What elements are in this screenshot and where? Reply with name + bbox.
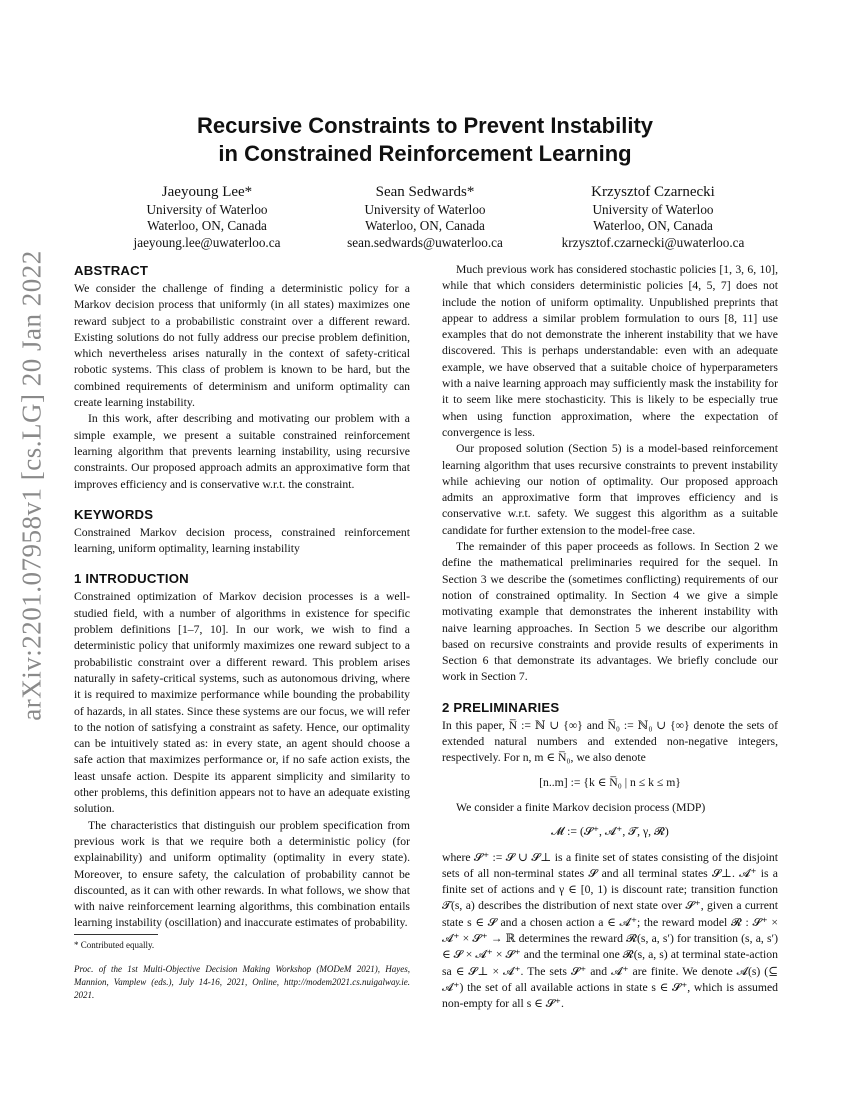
intro-paragraph: Our proposed solution (Section 5) is a model-based reinforcement learning algorithm that uses recursive constraints to prevent instability while achieving our notion of optimality. Our proposed approach admits an approximative form that improves efficiency and is conservative w.r.t. safety. We suggest this algorithm as a suitable candidate for further extension to the model-free case. — [442, 442, 778, 537]
abstract-paragraph: In this work, after describing and motivating our problem with a simple example, we present a suitable constrained reinforcement learning algorithm that prevents learning instability, using recursive constraints. Our proposed approach admits an approximative form that improves efficiency and is conservative w.r.t. the constraint. — [74, 412, 410, 491]
paper-title — [0, 112, 850, 168]
introduction-heading: 1 INTRODUCTION — [74, 571, 189, 587]
author-3 — [533, 182, 773, 251]
intro-paragraph: Much previous work has considered stochastic policies [1, 3, 6, 10], while that which considers deterministic policies [4, 5, 7] does not include the notion of uniform optimality. Unpublished preprints that appear to address a similar problem formulation to ours [8, 11] use examples that do not demonstrate the inherent instability that we have discovered. This is perhaps understandable: even with an adequate example, we have observed that a suitable choice of hyperparameters with a naive learning approach may sufficiently mask the instability for it to seem like mere stochasticity. This is likely to be especially true when using function approximation, where the expectation of convergence is less. — [442, 263, 778, 439]
keywords-text: Constrained Markov decision process, constrained reinforcement learning, uniform optimality, learning instability — [74, 525, 410, 556]
arxiv-stamp — [0, 249, 64, 721]
author-name: Jaeyoung Lee* — [161, 184, 253, 200]
equation-mdp: 𝓜 := (𝓢⁺, 𝓐⁺, 𝓣, γ, 𝓡) — [551, 825, 669, 839]
left-column — [74, 262, 410, 932]
author-name: Sean Sedwards* — [375, 184, 475, 200]
abstract-paragraph: We consider the challenge of finding a deterministic policy for a Markov decision process that uniformly (in all states) maximizes one reward subject to a probabilistic constraint over a different reward. Existing solutions do not fully address our precise problem definition, which nevertheless arises naturally in the context of safety-critical robotic systems. This class of problem is known to be hard, but the combined requirements of determinism and uniform optimality can create learning instability. — [74, 282, 410, 410]
equation-interval: [n..m] := {k ∈ N̅₀ | n ≤ k ≤ m} — [539, 775, 681, 789]
author-affiliation: University of Waterloo — [364, 202, 486, 217]
proceedings-note: Proc. of the 1st Multi-Objective Decision Making Workshop (MODeM 2021), Hayes, Mannion, Vamplew (eds.), July 14-16, 2021, Online, http://modem2021.cs.nuigalway.ie. 2021. — [74, 964, 410, 1000]
author-email: sean.sedwards@uwaterloo.ca — [347, 234, 503, 250]
intro-paragraph: Constrained optimization of Markov decision processes is a well-studied field, with a number of algorithms in existence for specific problem definitions [1–7, 10]. In our work, we wish to find a deterministic policy that uniformly maximizes one reward subject to a probabilistic constraint over a different reward. This problem arises naturally in safety-critical systems, such as autonomous driving, where it is required to maximize performance while bounding the probability of hazards, in all states. Since these systems are our focus, we will refer to the notion of satisfying a constraint as safety. Hence, our optimality can be intuitively stated as: in every state, an agent should choose a safe action that maximizes performance or, if no safe action exists, the least unsafe action. Despite its apparent simplicity and similarity to other problems, this definition appears not to have an adequate existing solution. — [74, 590, 410, 816]
author-1 — [87, 182, 327, 251]
arxiv-id: arXiv:2201.07958v1 [cs.LG] 20 Jan 2022 — [16, 249, 47, 721]
intro-paragraph: The remainder of this paper proceeds as follows. In Section 2 we define the mathematical preliminaries required for the sequel. In Section 3 we describe the (sometimes conflicting) requirements of our notion of constrained optimality. In Section 4 we give a simple motivating example that demonstrates the inherent instability with naive learning approaches. In Section 5 we describe our algorithm based on recursive constraints and provide results of experiments in Section 6 that demonstrate its advantages. We briefly conclude our work in Section 7. — [442, 540, 778, 684]
right-column — [442, 262, 778, 1012]
footnote-rule — [74, 934, 158, 935]
author-affiliation: University of Waterloo — [592, 202, 714, 217]
intro-paragraph: The characteristics that distinguish our problem specification from previous work is that we require both a deterministic policy (for explainability) and uniform optimality (optimality in every state). Moreover, to ensure safety, the calculation of probability cannot be discounted, as it can with other rewards. In what follows, we show that with naive reinforcement learning algorithms, this combination entails learning instability (oscillation) and inaccurate estimates of probability. — [74, 818, 410, 930]
author-affiliation: University of Waterloo — [146, 202, 268, 217]
author-2 — [305, 182, 545, 251]
author-name: Krzysztof Czarnecki — [591, 184, 715, 200]
author-email: krzysztof.czarnecki@uwaterloo.ca — [561, 234, 745, 250]
author-location: Waterloo, ON, Canada — [593, 218, 713, 234]
prelim-paragraph: where 𝓢⁺ := 𝓢 ∪ 𝓢⊥ is a finite set of states consisting of the disjoint sets of all non-terminal states 𝓢 and all terminal states 𝓢⊥. 𝓐⁺ is a finite set of actions and γ ∈ [0, 1) is discount rate; transition function 𝓣(s, a) describes the distribution of next state over 𝓢⁺, given a current state s ∈ 𝓢 and a chosen action a ∈ 𝓐⁺; the reward model 𝓡 : 𝓢⁺ × 𝓐⁺ × 𝓢⁺ → ℝ determines the reward 𝓡(s, a, s′) for transition (s, a, s′) ∈ 𝓢 × 𝓐⁺ × 𝓢⁺ and the terminal one 𝓡(s, a, s) at terminal state-action sa ∈ 𝓢⊥ × 𝓐⁺. The sets 𝓢⁺ and 𝓐⁺ are finite. We denote 𝓐(s) (⊆ 𝓐⁺) the set of all available actions in state s ∈ 𝓢⁺, which is assumed non-empty for all s ∈ 𝓢⁺. — [442, 850, 778, 1011]
author-email: jaeyoung.lee@uwaterloo.ca — [133, 234, 281, 250]
prelim-paragraph: We consider a finite Markov decision process (MDP) — [456, 800, 706, 814]
author-location: Waterloo, ON, Canada — [365, 218, 485, 234]
abstract-heading: ABSTRACT — [74, 263, 149, 278]
title-line-1: Recursive Constraints to Prevent Instability — [196, 113, 654, 138]
footnote: * Contributed equally. — [74, 940, 155, 950]
keywords-heading: KEYWORDS — [74, 506, 154, 522]
prelim-paragraph: In this paper, N̅ := ℕ ∪ {∞} and N̅₀ := ℕ₀ ∪ {∞} denote the sets of extended natural numbers and extended non-negative integers, respectively. For n, m ∈ N̅₀, we also denote — [442, 718, 778, 765]
preliminaries-heading: 2 PRELIMINARIES — [442, 699, 560, 715]
author-location: Waterloo, ON, Canada — [147, 218, 267, 234]
title-line-2: in Constrained Reinforcement Learning — [218, 141, 632, 166]
